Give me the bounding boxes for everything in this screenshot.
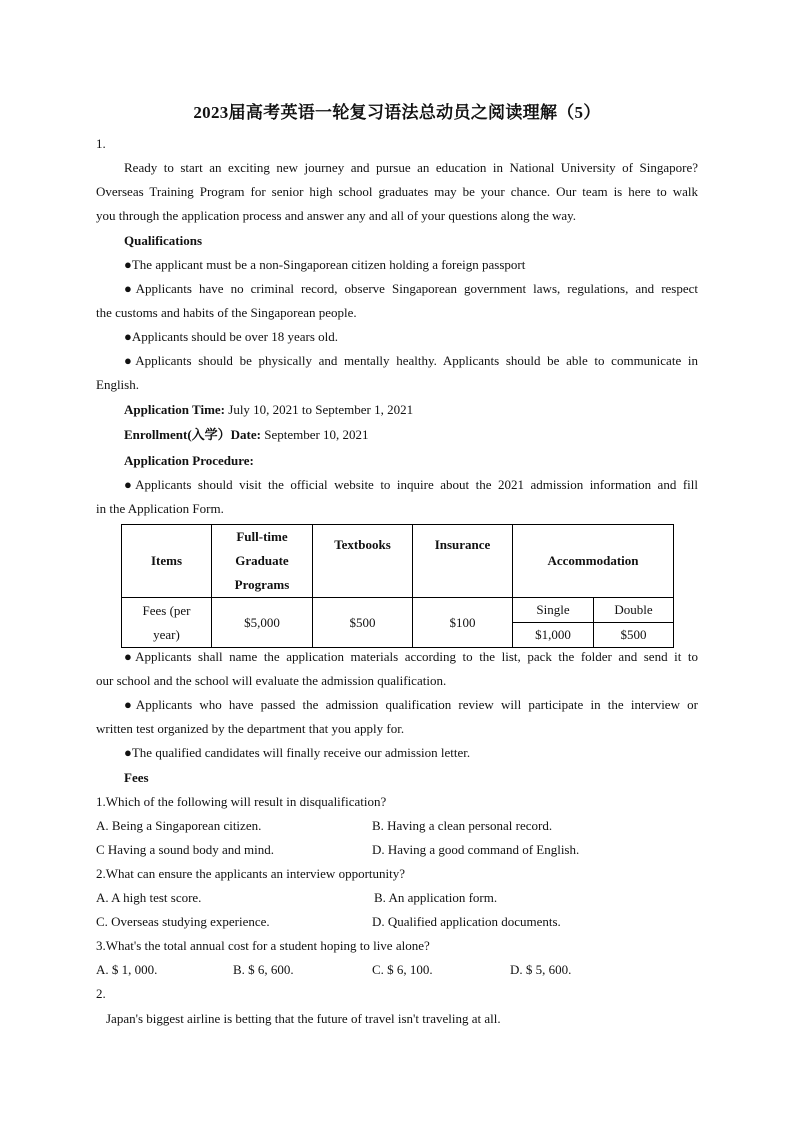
question-stem: 1.Which of the following will result in disqualification?: [96, 794, 387, 809]
question-option: B. Having a clean personal record.: [372, 818, 553, 833]
passage2-first-line: Japan's biggest airline is betting that the future of travel isn't traveling at all.: [106, 1011, 501, 1026]
procedure-heading: Application Procedure:: [124, 453, 254, 468]
procedure-item: ●Applicants should visit the official website to inquire about the 2021 admission information and fill: [124, 477, 698, 492]
table-header-textbooks: Textbooks: [313, 525, 413, 598]
question-option: C. Overseas studying experience.: [96, 914, 270, 929]
application-time-value: July 10, 2021 to September 1, 2021: [225, 402, 414, 417]
table-header-accommodation: Accommodation: [513, 525, 674, 598]
qualifications-heading: Qualifications: [124, 233, 203, 248]
question-option: A. A high test score.: [96, 890, 202, 905]
qualification-item: ●Applicants should be over 18 years old.: [124, 329, 339, 344]
enrollment-date: [124, 423, 698, 447]
application-time: [124, 398, 698, 422]
page-title: 2023届高考英语一轮复习语法总动员之阅读理解（5）: [193, 103, 601, 122]
intro-line: Ready to start an exciting new journey and pursue an education in National University of Singapore?: [124, 160, 698, 175]
question-option: A. Being a Singaporean citizen.: [96, 818, 262, 833]
table-row-label: Fees (per year): [122, 598, 212, 648]
procedure-item: ●The qualified candidates will finally receive our admission letter.: [124, 745, 471, 760]
enrollment-label: Enrollment(入学）Date:: [124, 427, 261, 442]
question-option: B. An application form.: [374, 890, 498, 905]
procedure-item: written test organized by the department that you apply for.: [96, 721, 405, 736]
enrollment-value: September 10, 2021: [260, 427, 369, 442]
procedure-item: our school and the school will evaluate the admission qualification.: [96, 673, 447, 688]
fees-heading: Fees: [124, 770, 149, 785]
question-option: D. Qualified application documents.: [372, 914, 561, 929]
question-option: A. $ 1, 000.: [96, 962, 158, 977]
procedure-item: ●Applicants who have passed the admission qualification review will participate in the interview or: [124, 697, 698, 712]
table-cell-double-label: Double: [594, 598, 674, 623]
question-option: D. $ 5, 600.: [510, 962, 572, 977]
table-cell-double-fee: $500: [594, 623, 674, 648]
question-option: C Having a sound body and mind.: [96, 842, 275, 857]
intro-line: you through the application process and answer any and all of your questions along the way.: [96, 208, 577, 223]
table-cell-single-fee: $1,000: [513, 623, 594, 648]
procedure-item: in the Application Form.: [96, 501, 224, 516]
question-stem: 2.What can ensure the applicants an interview opportunity?: [96, 866, 406, 881]
passage-number: 2.: [96, 986, 106, 1001]
table-cell-programs-fee: $5,000: [212, 598, 313, 648]
qualification-item: the customs and habits of the Singaporean people.: [96, 305, 357, 320]
table-header-insurance: Insurance: [413, 525, 513, 598]
question-option: D. Having a good command of English.: [372, 842, 580, 857]
table-cell-textbooks-fee: $500: [313, 598, 413, 648]
table-header-items: Items: [122, 525, 212, 598]
question-option: B. $ 6, 600.: [233, 962, 294, 977]
table-cell-single-label: Single: [513, 598, 594, 623]
fees-table: [121, 524, 674, 648]
qualification-item: English.: [96, 377, 139, 392]
question-option: C. $ 6, 100.: [372, 962, 433, 977]
passage-number: 1.: [96, 136, 106, 151]
question-stem: 3.What's the total annual cost for a student hoping to live alone?: [96, 938, 430, 953]
qualification-item: ●Applicants have no criminal record, observe Singaporean government laws, regulations, and respect: [124, 281, 698, 296]
intro-line: Overseas Training Program for senior high school graduates may be your chance. Our team is here to walk: [96, 184, 698, 199]
qualification-item: ●Applicants should be physically and mentally healthy. Applicants should be able to communicate in: [124, 353, 698, 368]
qualification-item: ●The applicant must be a non-Singaporean citizen holding a foreign passport: [124, 257, 526, 272]
table-cell-insurance-fee: $100: [413, 598, 513, 648]
application-time-label: Application Time:: [124, 402, 226, 417]
procedure-item: ●Applicants shall name the application materials according to the list, pack the folder and send it to: [124, 649, 698, 664]
table-header-programs: Full-time Graduate Programs: [212, 525, 313, 598]
